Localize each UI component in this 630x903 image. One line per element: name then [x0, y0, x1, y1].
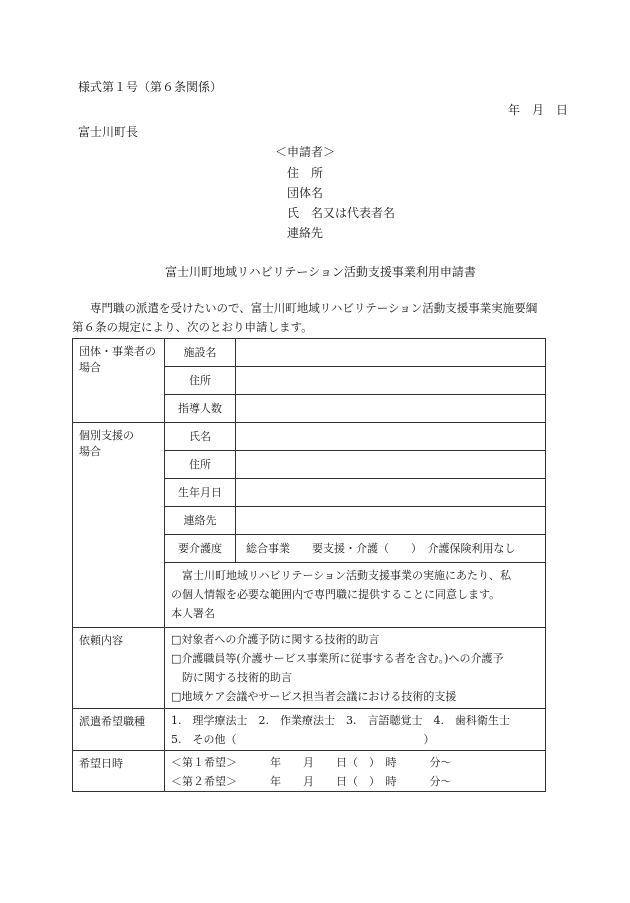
document-title: 富士川町地域リハビリテーション活動支援事業利用申請書 [165, 265, 476, 279]
recipient: 富士川町長 [78, 125, 139, 139]
individual-section-label [73, 423, 165, 628]
schedule-first-choice[interactable]: ＜第１希望＞ 年 月 日（ ） 時 分〜 [171, 756, 452, 769]
schedule-label: 希望日時 [73, 751, 165, 792]
person-address-label: 住所 [165, 451, 236, 479]
profession-label: 派遣希望職種 [73, 709, 165, 751]
applicant-address-label: 住 所 [287, 166, 324, 180]
consent-block [165, 563, 546, 628]
applicant-heading: ＜申請者＞ [275, 145, 336, 159]
org-section-label-line2: 場合 [79, 361, 101, 374]
person-name-label: 氏名 [165, 423, 236, 451]
consent-line-1: 富士川町地域リハビリテーション活動支援事業の実施にあたり、私 [182, 569, 512, 582]
birthdate-field[interactable] [236, 479, 546, 507]
date-line: 年 月 日 [508, 103, 569, 117]
org-address-field[interactable] [236, 367, 546, 395]
consent-line-2: の個人情報を必要な範囲内で専門職に提供することに同意します。 [171, 588, 501, 601]
individual-section-label-line1: 個別支援の [79, 429, 134, 442]
org-address-label: 住所 [165, 367, 236, 395]
person-contact-field[interactable] [236, 507, 546, 535]
profession-options [165, 709, 546, 751]
participant-count-label: 指導人数 [165, 395, 236, 423]
participant-count-field[interactable] [236, 395, 546, 423]
request-option-1[interactable]: □対象者への介護予防に関する技術的助言 [171, 633, 380, 646]
request-option-2-cont: 防に関する技術的助言 [182, 671, 292, 684]
org-section-label [73, 339, 165, 423]
profession-line-2[interactable]: 5. その他（ ） [171, 733, 435, 746]
request-option-2[interactable]: □介護職員等(介護サービス事業所に従事する者を含む。)への介護予 [171, 652, 504, 665]
application-table [72, 338, 546, 792]
org-section-label-line1: 団体・事業者の [79, 345, 156, 358]
request-label: 依頼内容 [73, 628, 165, 709]
profession-line-1[interactable]: 1. 理学療法士 2. 作業療法士 3. 言語聴覚士 4. 歯科衛生士 [171, 714, 510, 727]
request-option-3[interactable]: □地域ケア会議やサービス担当者会議における技術的支援 [171, 690, 457, 703]
request-options [165, 628, 546, 709]
schedule-second-choice[interactable]: ＜第２希望＞ 年 月 日（ ） 時 分〜 [171, 775, 452, 788]
birthdate-label: 生年月日 [165, 479, 236, 507]
applicant-contact-label: 連絡先 [287, 226, 324, 240]
individual-section-label-line2: 場合 [79, 445, 101, 458]
person-contact-label: 連絡先 [165, 507, 236, 535]
intro-line-2: 第６条の規定により、次のとおり申請します。 [72, 320, 313, 334]
form-number: 様式第１号（第６条関係） [78, 80, 223, 94]
facility-name-label: 施設名 [165, 339, 236, 367]
consent-signature-label[interactable]: 本人署名 [171, 607, 215, 620]
care-level-label: 要介護度 [165, 535, 236, 563]
intro-line-1: 専門職の派遣を受けたいので、富士川町地域リハビリテーション活動支援事業実施要綱 [90, 301, 538, 315]
facility-name-field[interactable] [236, 339, 546, 367]
care-level-options[interactable]: 総合事業 要支援・介護（ ） 介護保険利用なし [236, 535, 546, 563]
applicant-organization-label: 団体名 [287, 186, 324, 200]
schedule-options [165, 751, 546, 792]
person-name-field[interactable] [236, 423, 546, 451]
applicant-name-label: 氏 名又は代表者名 [287, 206, 396, 220]
person-address-field[interactable] [236, 451, 546, 479]
